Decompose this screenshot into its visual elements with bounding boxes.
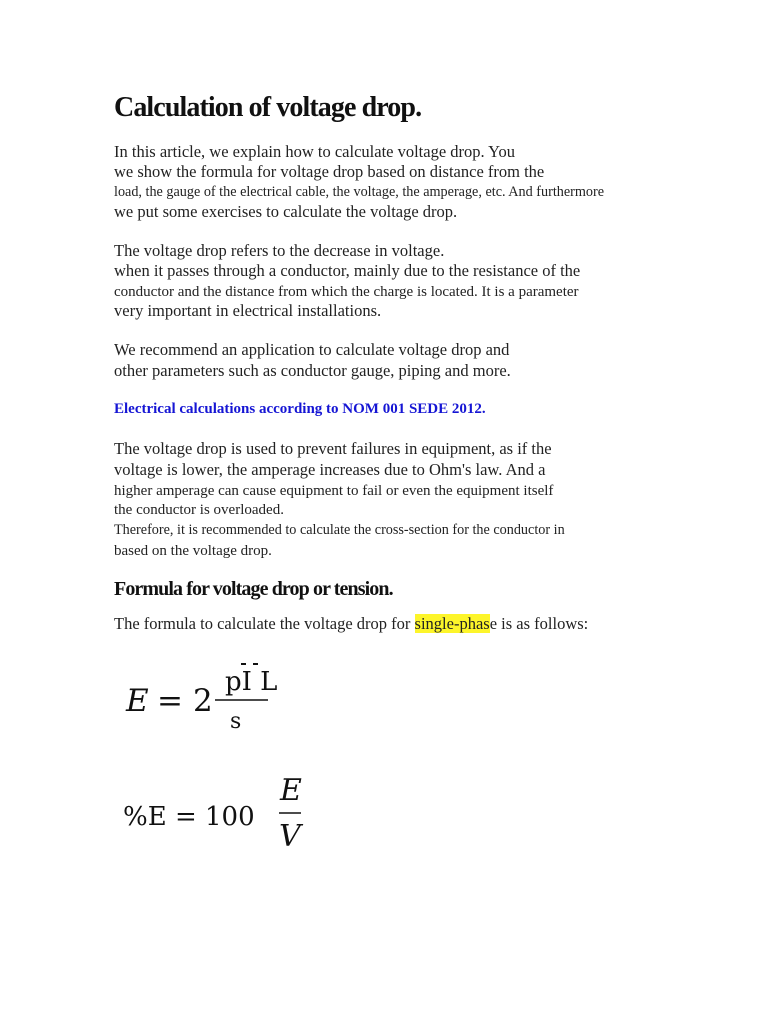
section-heading: Formula for voltage drop or tension.: [114, 578, 393, 600]
paragraph-4-line-3: higher amperage can cause equipment to fail or even the equipment itself: [114, 483, 554, 499]
formula2-denominator: V: [279, 819, 301, 854]
highlighted-text: single-phas: [414, 614, 490, 633]
paragraph-1-line-3: load, the gauge of the electrical cable, the voltage, the amperage, etc. And furthermore: [114, 184, 605, 200]
formula1-numerator: pI L: [225, 667, 278, 697]
electrical-calculations-link[interactable]: Electrical calculations according to NOM 001 SEDE 2012.: [114, 401, 486, 417]
paragraph-4-line-2: voltage is lower, the amperage increases due to Ohm's law. And a: [114, 460, 546, 479]
formula-intro-before: The formula to calculate the voltage drop for: [114, 614, 415, 633]
paragraph-2-line-2: when it passes through a conductor, mainly due to the resistance of the: [114, 261, 581, 280]
formula1-lhs: E: [126, 683, 149, 719]
paragraph-2-line-4: very important in electrical installations.: [114, 301, 382, 320]
paragraph-2-line-1: The voltage drop refers to the decrease in voltage.: [114, 241, 445, 260]
paragraph-1-line-1: In this article, we explain how to calculate voltage drop. You: [114, 142, 515, 161]
paragraph-4-line-6: based on the voltage drop.: [114, 543, 272, 559]
page-title: Calculation of voltage drop.: [114, 92, 422, 123]
paragraph-2-line-3: conductor and the distance from which the charge is located. It is a parameter: [114, 284, 579, 300]
paragraph-4-line-1: The voltage drop is used to prevent failures in equipment, as if the: [114, 439, 552, 458]
paragraph-3-line-1: We recommend an application to calculate voltage drop and: [114, 340, 510, 359]
paragraph-1-line-4: we put some exercises to calculate the voltage drop.: [114, 202, 458, 221]
paragraph-4-line-4: the conductor is overloaded.: [114, 502, 284, 518]
formula1-equals: =: [157, 683, 183, 719]
formula1-coefficient: 2: [193, 683, 213, 719]
formula1-denominator: s: [230, 709, 242, 734]
paragraph-4-line-5: Therefore, it is recommended to calculate the cross-section for the conductor in: [114, 522, 565, 538]
formula-intro-after: e is as follows:: [489, 614, 589, 633]
formula2-numerator: E: [280, 773, 302, 808]
paragraph-3-line-2: other parameters such as conductor gauge, piping and more.: [114, 361, 511, 380]
paragraph-1-line-2: we show the formula for voltage drop based on distance from the: [114, 162, 545, 181]
formula2-lhs: %E = 100: [123, 802, 255, 832]
